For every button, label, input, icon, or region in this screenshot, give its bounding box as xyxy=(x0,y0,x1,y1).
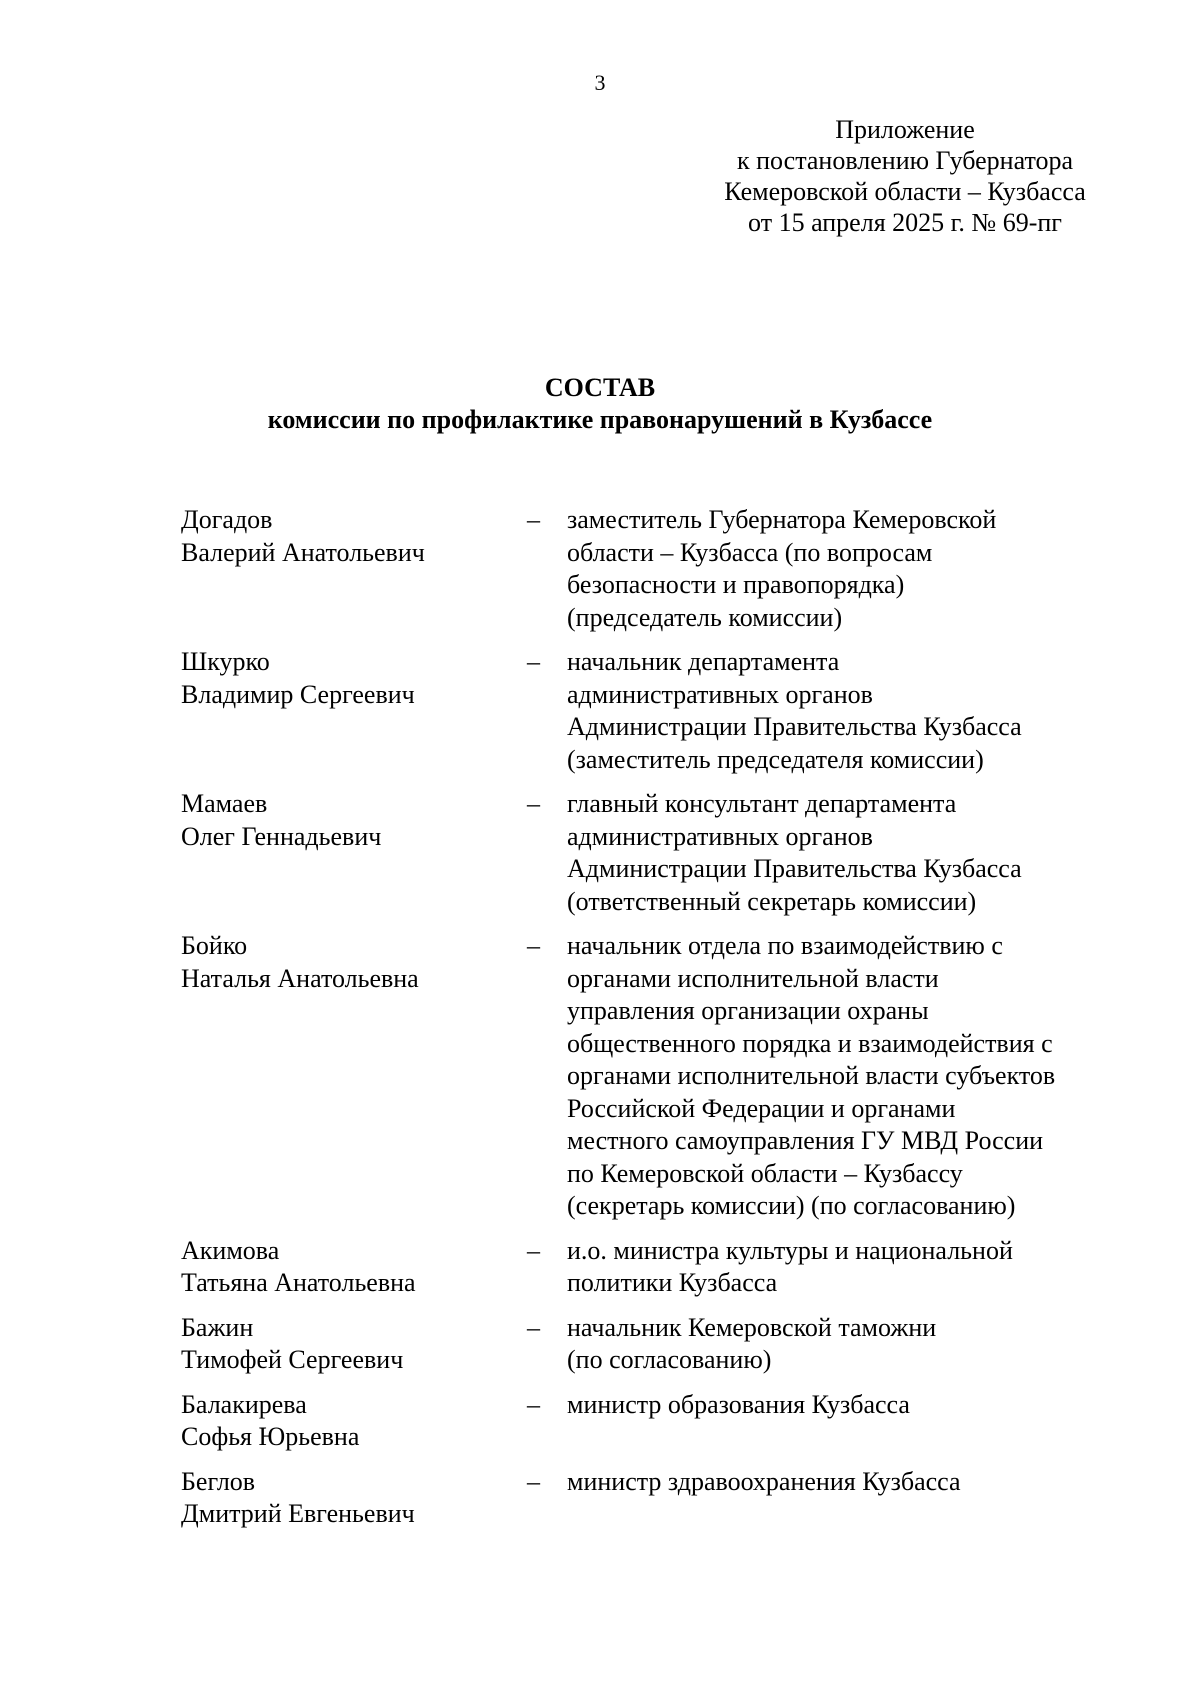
member-row xyxy=(0,1389,1200,1454)
title-heading: СОСТАВ xyxy=(544,373,656,402)
member-name xyxy=(181,1389,521,1454)
appendix-line: Кемеровской области – Кузбасса xyxy=(724,177,1086,206)
member-position xyxy=(567,930,1127,1223)
document-title xyxy=(0,372,1200,436)
member-position xyxy=(567,646,1127,776)
member-dash: – xyxy=(527,1312,540,1342)
member-surname: Догадов xyxy=(181,505,273,534)
member-name xyxy=(181,504,521,569)
member-given-name: Наталья Анатольевна xyxy=(181,963,419,993)
member-position-line: общественного порядка и взаимодействия с xyxy=(567,1028,1053,1058)
member-position-line: управления организации охраны xyxy=(567,996,929,1025)
member-dash: – xyxy=(527,505,540,534)
member-name xyxy=(181,788,521,853)
member-surname: Бойко xyxy=(181,931,248,960)
member-position xyxy=(567,788,1127,918)
member-name xyxy=(181,1235,521,1300)
member-position-line: (ответственный секретарь комиссии) xyxy=(567,886,977,916)
member-surname: Мамаев xyxy=(181,789,268,818)
member-position xyxy=(567,1466,1127,1531)
member-row xyxy=(0,1312,1200,1377)
member-position-line: (по согласованию) xyxy=(567,1345,772,1374)
member-surname: Шкурко xyxy=(181,647,270,676)
member-position xyxy=(567,1312,1127,1377)
member-position-line: органами исполнительной власти xyxy=(567,963,939,993)
appendix-line: Приложение xyxy=(835,115,975,144)
member-position-line: местного самоуправления ГУ МВД России xyxy=(567,1126,1044,1155)
member-position-line: административных органов xyxy=(567,679,873,709)
page-number: 3 xyxy=(594,70,606,95)
title-subheading: комиссии по профилактике правонарушений в Кузбассе xyxy=(267,405,933,434)
member-surname: Акимова xyxy=(181,1235,280,1265)
member-dash: – xyxy=(527,931,540,960)
member-surname: Беглов xyxy=(181,1466,256,1496)
member-dash: – xyxy=(527,1466,540,1496)
member-position-line: политики Кузбасса xyxy=(567,1268,778,1297)
member-position-line: (секретарь комиссии) (по согласованию) xyxy=(567,1191,1016,1220)
appendix-block xyxy=(690,114,1120,238)
member-position-line: Российской Федерации и органами xyxy=(567,1093,956,1123)
member-position-line: заместитель Губернатора Кемеровской xyxy=(567,505,997,534)
member-row xyxy=(0,646,1200,776)
member-given-name: Тимофей Сергеевич xyxy=(181,1345,404,1374)
member-position-line: (председатель комиссии) xyxy=(567,602,843,632)
member-name xyxy=(181,646,521,711)
member-dash: – xyxy=(527,647,540,676)
member-given-name: Дмитрий Евгеньевич xyxy=(181,1499,415,1528)
member-given-name: Татьяна Анатольевна xyxy=(181,1268,416,1297)
member-dash: – xyxy=(527,1389,540,1419)
member-name xyxy=(181,930,521,995)
member-given-name: Олег Геннадьевич xyxy=(181,821,382,851)
member-position xyxy=(567,1235,1127,1300)
member-row xyxy=(0,1466,1200,1531)
member-position-line: административных органов xyxy=(567,821,873,851)
member-position xyxy=(567,504,1127,634)
member-row xyxy=(0,930,1200,1223)
member-given-name: Валерий Анатольевич xyxy=(181,537,425,567)
member-position-line: органами исполнительной власти субъектов xyxy=(567,1061,1056,1090)
member-position-line: начальник департамента xyxy=(567,647,840,676)
member-position-line: главный консультант департамента xyxy=(567,789,957,818)
member-position-line: начальник Кемеровской таможни xyxy=(567,1312,937,1342)
member-row xyxy=(0,788,1200,918)
appendix-line: к постановлению Губернатора xyxy=(736,146,1074,175)
member-position-line: и.о. министра культуры и национальной xyxy=(567,1235,1013,1265)
member-position-line: министр образования Кузбасса xyxy=(567,1389,910,1419)
member-row xyxy=(0,1235,1200,1300)
member-position-line: (заместитель председателя комиссии) xyxy=(567,744,984,774)
member-position-line: безопасности и правопорядка) xyxy=(567,570,905,599)
member-position xyxy=(567,1389,1127,1454)
member-given-name: Софья Юрьевна xyxy=(181,1422,360,1451)
member-position-line: министр здравоохранения Кузбасса xyxy=(567,1466,961,1496)
member-surname: Балакирева xyxy=(181,1389,307,1419)
member-surname: Бажин xyxy=(181,1312,254,1342)
member-position-line: Администрации Правительства Кузбасса xyxy=(567,854,1022,883)
appendix-line: от 15 апреля 2025 г. № 69-пг xyxy=(748,208,1062,237)
member-dash: – xyxy=(527,1235,540,1265)
member-name xyxy=(181,1312,521,1377)
member-position-line: области – Кузбасса (по вопросам xyxy=(567,537,933,567)
member-position-line: по Кемеровской области – Кузбассу xyxy=(567,1158,963,1188)
member-position-line: Администрации Правительства Кузбасса xyxy=(567,712,1022,741)
members-list xyxy=(0,504,1200,1543)
member-position-line: начальник отдела по взаимодействию с xyxy=(567,931,1003,960)
member-row xyxy=(0,504,1200,634)
member-name xyxy=(181,1466,521,1531)
member-given-name: Владимир Сергеевич xyxy=(181,679,415,709)
member-dash: – xyxy=(527,789,540,818)
